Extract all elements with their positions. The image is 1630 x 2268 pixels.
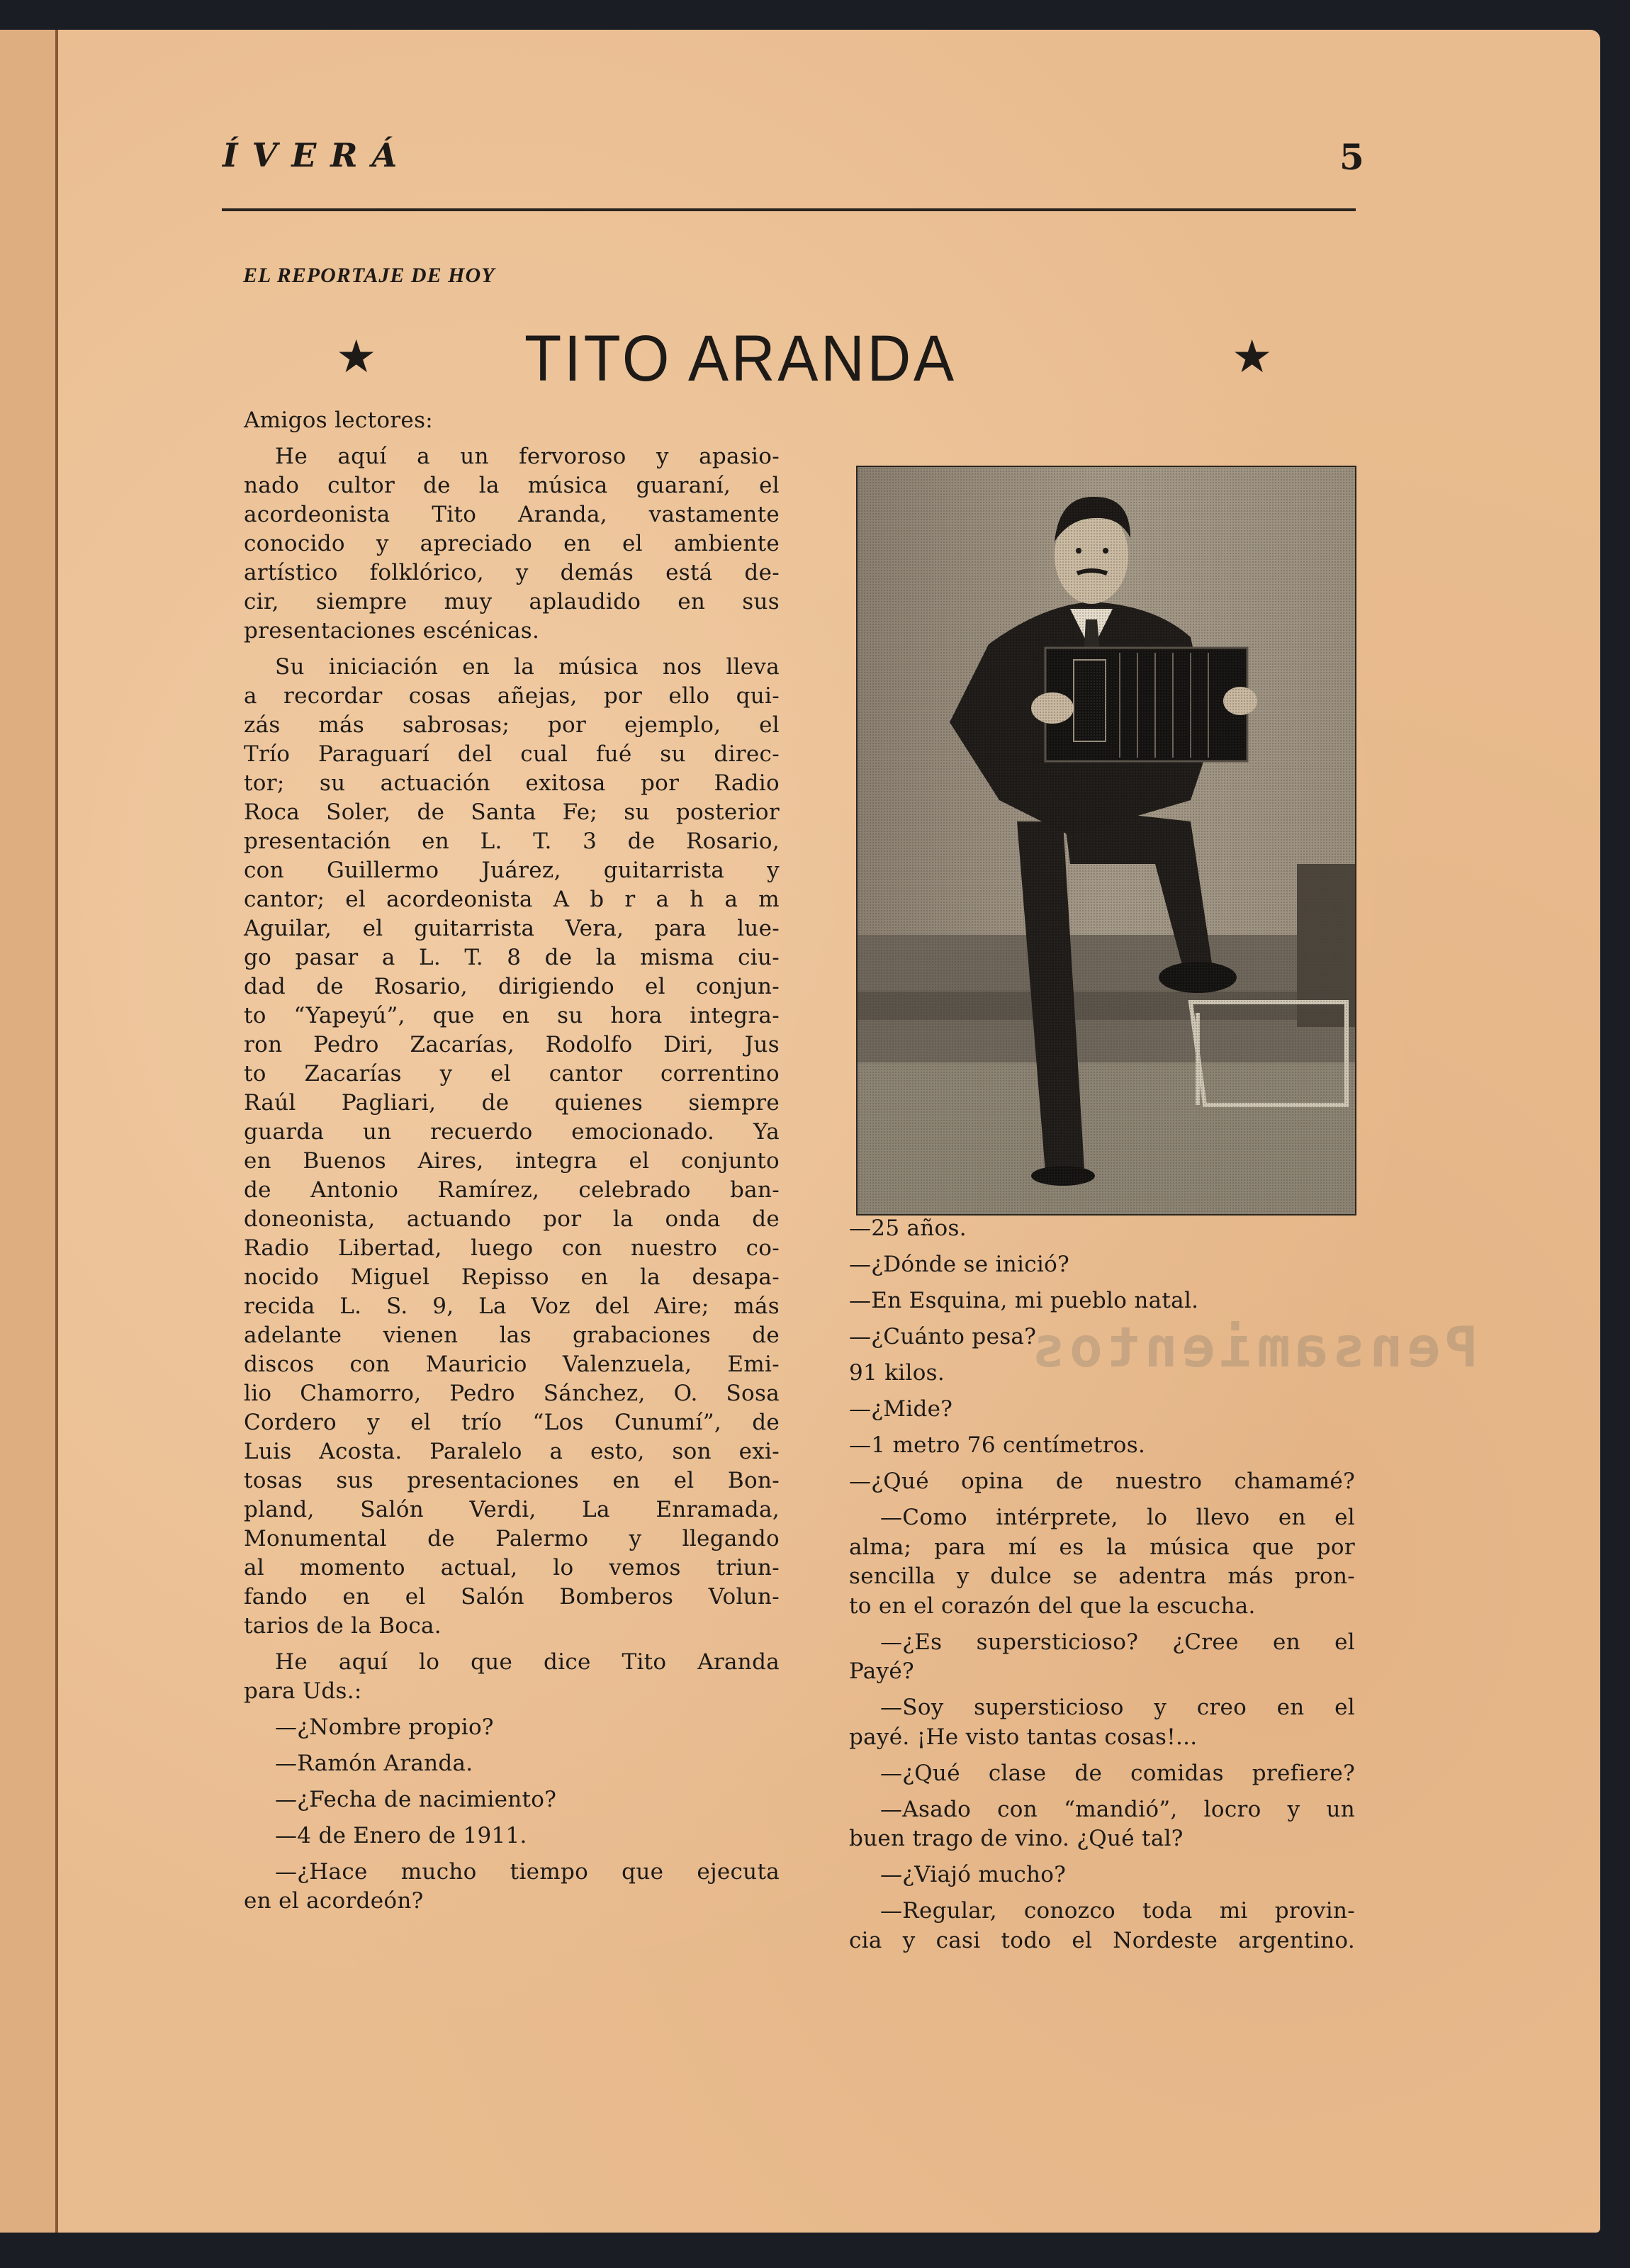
text-line: Trío Paraguarí del cual fué su direc- [244,741,780,767]
text-line: —1 metro 76 centímetros. [849,1432,1146,1458]
magazine-name: ÍVERÁ [223,136,412,174]
text-line: nado cultor de la música guaraní, el [244,473,780,498]
text-line: —En Esquina, mi pueblo natal. [849,1288,1199,1313]
show-through-text: Pensamientos [1028,1316,1478,1380]
text-line: adelante vienen las grabaciones de [244,1323,780,1348]
text-line: Payé? [849,1658,914,1684]
text-line: presentaciones escénicas. [244,618,540,644]
text-line: recida L. S. 9, La Voz del Aire; más [244,1293,780,1319]
header-rule [222,208,1356,211]
text-line: 91 kilos. [849,1360,945,1386]
text-line: Su iniciación en la música nos lleva [275,654,780,680]
text-line: Roca Soler, de Santa Fe; su posterior [244,799,780,825]
text-line: cia y casi todo el Nordeste argentino. [849,1927,1355,1953]
text-line: ron Pedro Zacarías, Rodolfo Diri, Jus [244,1032,780,1057]
star-icon: ★ [1232,331,1273,383]
text-line: —¿Nombre propio? [275,1714,494,1740]
text-line: doneonista, actuando por la onda de [244,1206,780,1232]
text-line: dad de Rosario, dirigiendo el conjun- [244,974,780,999]
text-line: to en el corazón del que la escucha. [849,1593,1256,1619]
text-line: en el acordeón? [244,1888,424,1914]
text-line: —Ramón Aranda. [275,1751,473,1776]
text-line: de Antonio Ramírez, celebrado ban- [244,1177,780,1203]
section-kicker: EL REPORTAJE DE HOY [243,264,495,287]
text-line: cir, siempre muy aplaudido en sus [244,589,780,614]
text-line: discos con Mauricio Valenzuela, Emi- [244,1352,780,1377]
text-line: fando en el Salón Bomberos Volun- [244,1584,780,1610]
text-line: en Buenos Aires, integra el conjunto [244,1148,780,1174]
text-line: alma; para mí es la música que por [849,1534,1355,1560]
text-line: Cordero y el trío “Los Cunumí”, de [244,1410,780,1435]
magazine-page [0,30,1600,2233]
text-line: tarios de la Boca. [244,1613,442,1639]
text-line: Amigos lectores: [244,408,434,433]
text-line: Radio Libertad, luego con nuestro co- [244,1235,780,1261]
text-line: zás más sabrosas; por ejemplo, el [244,712,780,738]
text-line: —¿Cuánto pesa? [849,1324,1037,1349]
text-line: go pasar a L. T. 8 de la misma ciu- [244,945,780,970]
text-line: —25 años. [849,1216,967,1241]
text-line: artístico folklórico, y demás está de- [244,560,780,585]
text-line: sencilla y dulce se adentra más pron- [849,1564,1355,1589]
text-line: acordeonista Tito Aranda, vastamente [244,502,780,527]
text-line: presentación en L. T. 3 de Rosario, [244,829,780,854]
text-line: buen trago de vino. ¿Qué tal? [849,1826,1184,1851]
star-icon: ★ [336,331,377,383]
text-line: —¿Hace mucho tiempo que ejecuta [275,1859,780,1885]
text-line: Aguilar, el guitarrista Vera, para lue- [244,916,780,941]
text-line: —¿Viajó mucho? [880,1862,1067,1887]
text-line: to Zacarías y el cantor correntino [244,1061,780,1087]
page-number: 5 [1339,136,1364,178]
text-line: al momento actual, lo vemos triun- [244,1555,780,1581]
text-line: He aquí lo que dice Tito Aranda [275,1649,780,1675]
text-line: —¿Fecha de nacimiento? [275,1787,557,1812]
text-line: —4 de Enero de 1911. [275,1823,527,1848]
text-line: Raúl Pagliari, de quienes siempre [244,1090,780,1116]
text-line: —¿Mide? [849,1396,953,1422]
text-line: a recordar cosas añejas, por ello qui- [244,683,780,709]
text-line: tosas sus presentaciones en el Bon- [244,1468,780,1493]
text-line: cantor; el acordeonista A b r a h a m [244,887,780,912]
text-line: para Uds.: [244,1678,362,1704]
text-line: nocido Miguel Repisso en la desapa- [244,1264,780,1290]
text-line: con Guillermo Juárez, guitarrista y [244,858,780,883]
accordionist-photo [856,466,1356,1216]
text-line: to “Yapeyú”, que en su hora integra- [244,1003,780,1028]
text-line: —¿Es supersticioso? ¿Cree en el [880,1629,1355,1655]
facing-page-edge [0,30,55,2233]
text-line: guarda un recuerdo emocionado. Ya [244,1119,780,1145]
article-title: TITO ARANDA [524,322,957,395]
text-line: —Asado con “mandió”, locro y un [880,1796,1355,1822]
text-line: lio Chamorro, Pedro Sánchez, O. Sosa [244,1381,780,1406]
text-line: payé. ¡He visto tantas cosas!... [849,1724,1198,1750]
text-line: pland, Salón Verdi, La Enramada, [244,1497,780,1522]
binding-fold [55,30,58,2233]
text-line: —Como intérprete, lo llevo en el [880,1505,1355,1530]
text-line: —Regular, conozco toda mi provin- [880,1898,1355,1924]
text-line: —¿Qué opina de nuestro chamamé? [849,1469,1355,1494]
text-line: conocido y apreciado en el ambiente [244,531,780,556]
text-line: tor; su actuación exitosa por Radio [244,770,780,796]
text-line: Monumental de Palermo y llegando [244,1526,780,1551]
text-line: —¿Dónde se inició? [849,1252,1070,1277]
photo-illustration [858,467,1355,1214]
text-line: He aquí a un fervoroso y apasio- [275,444,780,469]
text-line: Luis Acosta. Paralelo a esto, son exi- [244,1439,780,1464]
text-line: —Soy supersticioso y creo en el [880,1695,1355,1720]
text-line: —¿Qué clase de comidas prefiere? [880,1760,1355,1786]
